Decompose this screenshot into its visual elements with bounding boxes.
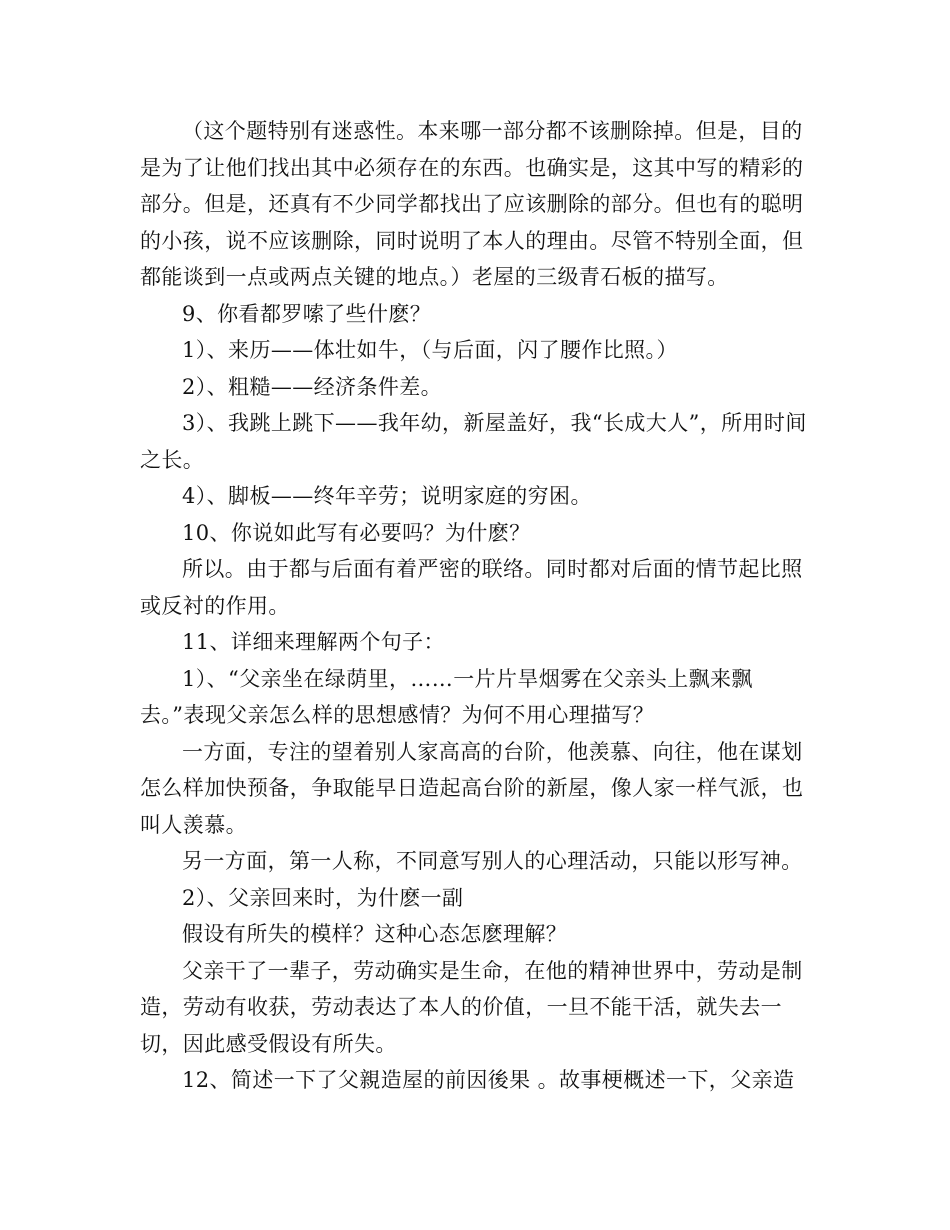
question-10: 10、你说如此写有必要吗？为什麽？ <box>182 520 531 545</box>
question-9: 9、你看都罗嗦了些什麽？ <box>182 301 432 326</box>
question-11: 11、详细来理解两个句子： <box>182 630 445 654</box>
answer-10: 所以。由于都与后面有着严密的联络。同时都对后面的情节起比照或反衬的作用。 <box>140 557 803 618</box>
question-12: 12、简述一下了父親造屋的前因後果 。故事梗概述一下，父亲造 <box>182 1068 795 1092</box>
document-body <box>140 113 812 1099</box>
answer-11-sentence-2: 父亲干了一辈子，劳动确实是生命，在他的精神世界中，劳动是制造，劳动有收获，劳动表达了本人的价值，一旦不能干活，就失去一切，因此感受假设有所失。 <box>140 958 803 1056</box>
question-11-sentence-1: 1）、“父亲坐在绿荫里，……一片片旱烟雾在父亲头上飘来飘去。”表现父亲怎么样的思想感情？为何不用心理描写？ <box>140 666 753 727</box>
paragraph-deletion-note: （这个题特别有迷惑性。本来哪一部分都不该删除掉。但是，目的是为了让他们找出其中必须存在的东西。也确实是，这其中写的精彩的部分。但是，还真有不少同学都找出了应该删除的部分。但也有的聪明的小孩，说不应该删除，同时说明了本人的理由。尽管不特别全面，但都能谈到一点或两点关键的地点。）老屋的三级青石板的描写。 <box>140 119 804 289</box>
question-11-sentence-2-line-2: 假设有所失的模样？这种心态怎麽理解？ <box>182 922 568 946</box>
answer-9-item-4: 4）、脚板——终年辛劳；说明家庭的穷困。 <box>182 484 592 508</box>
answer-11-part-2: 另一方面，第一人称，不同意写别人的心理活动，只能以形写神。 <box>182 849 803 873</box>
answer-9-item-2: 2）、粗糙——经济条件差。 <box>182 374 443 399</box>
answer-9-item-3: 3）、我跳上跳下——我年幼，新屋盖好，我“长成大人”，所用时间之长。 <box>140 411 807 472</box>
answer-11-part-1: 一方面，专注的望着别人家高高的台阶，他羡慕、向往，他在谋划怎么样加快预备，争取能早日造起高台阶的新屋，像人家一样气派，也叫人羡慕。 <box>140 739 804 837</box>
question-11-sentence-2-line-1: 2）、父亲回来时，为什麽一副 <box>182 885 464 910</box>
answer-9-item-1: 1）、来历——体壮如牛，（与后面，闪了腰作比照。） <box>182 338 678 362</box>
